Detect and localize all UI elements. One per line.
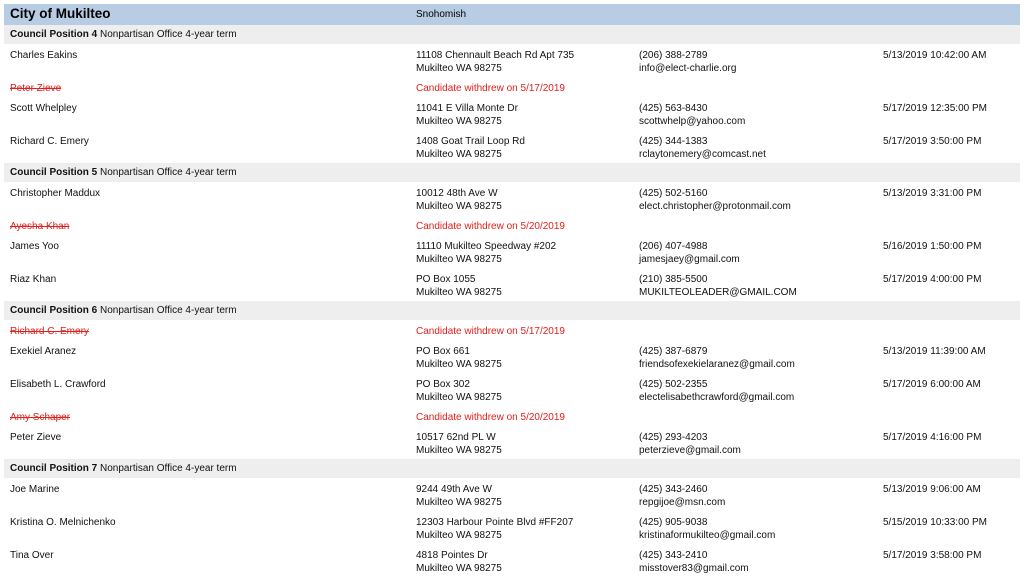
candidate-address xyxy=(416,549,502,575)
candidate-name: Christopher Maddux xyxy=(10,188,101,199)
candidate-name: Elisabeth L. Crawford xyxy=(10,379,106,390)
address-line-2: Mukilteo WA 98275 xyxy=(416,392,502,403)
candidate-address xyxy=(416,240,556,266)
email-address: info@elect-charlie.org xyxy=(639,63,737,74)
address-line-1: 11108 Chennault Beach Rd Apt 735 xyxy=(416,50,575,61)
candidate-contact xyxy=(639,240,740,266)
office-position: Council Position 5 xyxy=(10,167,98,178)
candidate-contact xyxy=(639,483,725,509)
email-address: misstover83@gmail.com xyxy=(639,563,749,574)
candidate-name: Kristina O. Melnichenko xyxy=(10,517,116,528)
filing-date: 5/13/2019 9:06:00 AM xyxy=(883,484,981,495)
address-line-1: 10517 62nd PL W xyxy=(416,432,496,443)
withdrawal-notice: Candidate withdrew on 5/20/2019 xyxy=(416,412,565,423)
phone-number: (425) 344-1383 xyxy=(639,136,708,147)
filing-date: 5/13/2019 11:39:00 AM xyxy=(883,346,986,357)
email-address: repgijoe@msn.com xyxy=(639,497,726,508)
candidate-row xyxy=(4,426,1020,459)
candidate-contact xyxy=(639,378,794,404)
candidate-row xyxy=(4,544,1020,577)
filing-date: 5/16/2019 1:50:00 PM xyxy=(883,241,982,252)
address-line-1: 4818 Pointes Dr xyxy=(416,550,488,561)
candidate-contact xyxy=(639,135,766,161)
withdrawal-notice: Candidate withdrew on 5/17/2019 xyxy=(416,83,565,94)
candidate-address xyxy=(416,135,525,161)
address-line-2: Mukilteo WA 98275 xyxy=(416,563,502,574)
address-line-2: Mukilteo WA 98275 xyxy=(416,116,502,127)
candidate-name: Amy Schaper xyxy=(10,412,71,423)
candidate-name: Exekiel Aranez xyxy=(10,346,77,357)
candidate-contact xyxy=(639,49,736,75)
email-address: peterzieve@gmail.com xyxy=(639,445,741,456)
address-line-2: Mukilteo WA 98275 xyxy=(416,445,502,456)
section-title xyxy=(10,29,237,40)
section-header xyxy=(4,25,1020,44)
withdrawn-candidate-row xyxy=(4,320,1020,340)
candidate-address xyxy=(416,483,502,509)
address-line-1: 11110 Mukilteo Speedway #202 xyxy=(416,241,557,252)
candidate-address xyxy=(416,187,502,213)
candidate-contact xyxy=(639,345,795,371)
candidate-name: Peter Zieve xyxy=(10,432,62,443)
address-line-2: Mukilteo WA 98275 xyxy=(416,530,502,541)
address-line-1: 9244 49th Ave W xyxy=(416,484,492,495)
phone-number: (210) 385-5500 xyxy=(639,274,708,285)
section-title xyxy=(10,167,237,178)
candidate-name: Peter Zieve xyxy=(10,83,62,94)
office-position: Council Position 7 xyxy=(10,463,98,474)
candidate-row xyxy=(4,340,1020,373)
office-description: Nonpartisan Office 4-year term xyxy=(100,167,237,178)
candidate-address xyxy=(416,345,502,371)
phone-number: (425) 905-9038 xyxy=(639,517,708,528)
section-header xyxy=(4,459,1020,478)
candidate-contact xyxy=(639,102,745,128)
candidate-name: Charles Eakins xyxy=(10,50,78,61)
filing-date: 5/13/2019 10:42:00 AM xyxy=(883,50,987,61)
address-line-1: PO Box 302 xyxy=(416,379,470,390)
office-position: Council Position 6 xyxy=(10,305,98,316)
email-address: kristinaformukilteo@gmail.com xyxy=(639,530,776,541)
address-line-2: Mukilteo WA 98275 xyxy=(416,287,502,298)
office-description: Nonpartisan Office 4-year term xyxy=(100,29,237,40)
candidate-list-page xyxy=(0,4,1024,577)
candidate-name: Richard C. Emery xyxy=(10,326,89,337)
address-line-1: PO Box 661 xyxy=(416,346,470,357)
phone-number: (425) 502-2355 xyxy=(639,379,708,390)
office-description: Nonpartisan Office 4-year term xyxy=(100,305,237,316)
candidate-address xyxy=(416,516,573,542)
phone-number: (206) 407-4988 xyxy=(639,241,708,252)
candidate-row xyxy=(4,44,1020,77)
email-address: elect.christopher@protonmail.com xyxy=(639,201,791,212)
phone-number: (425) 343-2460 xyxy=(639,484,708,495)
candidate-row xyxy=(4,268,1020,301)
candidate-row xyxy=(4,235,1020,268)
county-label: Snohomish xyxy=(416,9,467,20)
email-address: MUKILTEOLEADER@GMAIL.COM xyxy=(639,287,797,298)
withdrawn-candidate-row xyxy=(4,215,1020,235)
candidate-address xyxy=(416,378,502,404)
candidate-contact xyxy=(639,431,741,457)
email-address: rclaytonemery@comcast.net xyxy=(639,149,766,160)
filing-date: 5/17/2019 12:35:00 PM xyxy=(883,103,987,114)
candidate-row xyxy=(4,511,1020,544)
section-header xyxy=(4,163,1020,182)
candidate-address xyxy=(416,49,574,75)
candidate-address xyxy=(416,273,502,299)
section-header xyxy=(4,301,1020,320)
phone-number: (425) 343-2410 xyxy=(639,550,708,561)
office-description: Nonpartisan Office 4-year term xyxy=(100,463,237,474)
withdrawn-candidate-row xyxy=(4,77,1020,97)
candidate-row xyxy=(4,373,1020,406)
phone-number: (425) 293-4203 xyxy=(639,432,708,443)
filing-date: 5/17/2019 4:16:00 PM xyxy=(883,432,982,443)
address-line-2: Mukilteo WA 98275 xyxy=(416,359,502,370)
jurisdiction-title: City of Mukilteo xyxy=(10,6,111,21)
candidate-row xyxy=(4,478,1020,511)
office-position: Council Position 4 xyxy=(10,29,98,40)
candidate-row xyxy=(4,97,1020,130)
section-title xyxy=(10,463,237,474)
email-address: jamesjaey@gmail.com xyxy=(639,254,740,265)
filing-date: 5/13/2019 3:31:00 PM xyxy=(883,188,982,199)
address-line-1: 12303 Harbour Pointe Blvd #FF207 xyxy=(416,517,574,528)
candidate-address xyxy=(416,431,502,457)
address-line-1: PO Box 1055 xyxy=(416,274,476,285)
candidate-address xyxy=(416,102,518,128)
address-line-2: Mukilteo WA 98275 xyxy=(416,201,502,212)
candidate-contact xyxy=(639,273,797,299)
address-line-2: Mukilteo WA 98275 xyxy=(416,149,502,160)
filing-date: 5/17/2019 3:50:00 PM xyxy=(883,136,982,147)
withdrawal-notice: Candidate withdrew on 5/20/2019 xyxy=(416,221,565,232)
filing-date: 5/17/2019 4:00:00 PM xyxy=(883,274,982,285)
filing-date: 5/17/2019 3:58:00 PM xyxy=(883,550,982,561)
address-line-2: Mukilteo WA 98275 xyxy=(416,497,502,508)
candidate-contact xyxy=(639,187,791,213)
address-line-1: 1408 Goat Trail Loop Rd xyxy=(416,136,525,147)
email-address: electelisabethcrawford@gmail.com xyxy=(639,392,795,403)
candidate-name: James Yoo xyxy=(10,241,59,252)
address-line-2: Mukilteo WA 98275 xyxy=(416,63,502,74)
jurisdiction-header xyxy=(4,4,1020,25)
candidate-contact xyxy=(639,549,749,575)
candidate-name: Ayesha Khan xyxy=(10,221,70,232)
candidate-contact xyxy=(639,516,775,542)
phone-number: (425) 502-5160 xyxy=(639,188,708,199)
phone-number: (206) 388-2789 xyxy=(639,50,708,61)
candidate-name: Richard C. Emery xyxy=(10,136,89,147)
candidate-name: Tina Over xyxy=(10,550,54,561)
filing-date: 5/17/2019 6:00:00 AM xyxy=(883,379,981,390)
address-line-1: 10012 48th Ave W xyxy=(416,188,498,199)
email-address: scottwhelp@yahoo.com xyxy=(639,116,746,127)
email-address: friendsofexekielaranez@gmail.com xyxy=(639,359,795,370)
address-line-1: 11041 E Villa Monte Dr xyxy=(416,103,518,114)
candidate-row xyxy=(4,182,1020,215)
candidate-name: Riaz Khan xyxy=(10,274,57,285)
filing-date: 5/15/2019 10:33:00 PM xyxy=(883,517,987,528)
withdrawal-notice: Candidate withdrew on 5/17/2019 xyxy=(416,326,565,337)
candidate-name: Joe Marine xyxy=(10,484,60,495)
phone-number: (425) 387-6879 xyxy=(639,346,708,357)
withdrawn-candidate-row xyxy=(4,406,1020,426)
section-title xyxy=(10,305,237,316)
candidate-row xyxy=(4,130,1020,163)
candidate-name: Scott Whelpley xyxy=(10,103,77,114)
phone-number: (425) 563-8430 xyxy=(639,103,708,114)
sections-container xyxy=(0,25,1024,577)
address-line-2: Mukilteo WA 98275 xyxy=(416,254,502,265)
